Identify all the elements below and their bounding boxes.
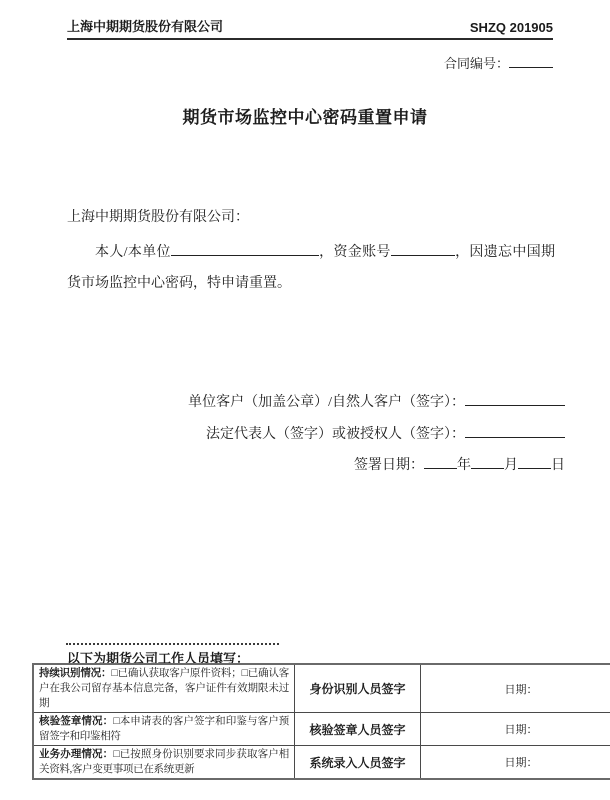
paragraph-part3: ，因遗忘中国期货市场监控中心密码，特申请重置。 (67, 245, 556, 291)
seal-check-label: 核验签章情况： (39, 715, 114, 727)
sign-year-field[interactable] (424, 454, 457, 469)
customer-signature-line (188, 387, 565, 419)
identification-text1: 已确认获取客户原件资料； (117, 668, 242, 679)
processing-signer-cell: 系统录入人员签字 (295, 746, 421, 780)
sign-date-line (188, 450, 565, 482)
year-label: 年 (457, 458, 471, 473)
sign-day-field[interactable] (518, 454, 551, 469)
checkbox-icon[interactable]: □ (241, 668, 248, 679)
document-title: 期货市场监控中心密码重置申请 (182, 108, 428, 127)
customer-signature-label: 单位客户（加盖公章）/自然人客户（签字）： (188, 395, 465, 410)
staff-only-note: 以下为期货公司工作人员填写： (67, 651, 250, 666)
customer-signature-field[interactable] (465, 391, 565, 406)
capital-account-field[interactable] (391, 241, 455, 256)
processing-date-cell[interactable]: 日期： (421, 746, 610, 780)
identification-date-cell[interactable]: 日期： (421, 664, 610, 713)
representative-signature-line (188, 419, 565, 451)
month-label: 月 (504, 458, 518, 473)
table-row-processing (33, 746, 610, 780)
identification-text2: 已确认客户在我公司留存基本信息完备，客户证件有效期限未过期 (39, 668, 289, 709)
identification-signer-cell: 身份识别人员签字 (295, 664, 421, 713)
seal-check-text1: 本申请表的客户签字和印鉴与客户预留签字和印鉴相符 (39, 716, 289, 742)
processing-text1: 已按照身份识别要求同步获取客户相关资料,客户变更事项已在系统更新 (39, 749, 289, 775)
contract-number-line (444, 53, 553, 72)
identification-label: 持续识别情况： (39, 667, 112, 679)
processing-desc-cell (33, 746, 295, 780)
paragraph-part2: ，资金账号 (318, 245, 391, 260)
staff-table (32, 663, 610, 780)
paragraph-part1: 本人/本单位 (95, 245, 171, 260)
application-paragraph (67, 237, 555, 299)
doc-code: SHZQ 201905 (469, 20, 553, 35)
table-row-seal-check (33, 713, 610, 746)
applicant-name-field[interactable] (171, 241, 319, 256)
day-label: 日 (551, 458, 565, 473)
salutation: 上海中期期货股份有限公司： (67, 210, 249, 225)
checkbox-icon[interactable]: □ (113, 716, 120, 727)
representative-signature-label: 法定代表人（签字）或被授权人（签字）： (206, 426, 465, 442)
processing-label: 业务办理情况： (39, 748, 114, 760)
contract-number-label: 合同编号： (443, 56, 509, 71)
sign-month-field[interactable] (471, 454, 504, 469)
checkbox-icon[interactable]: □ (113, 749, 120, 760)
cut-line (66, 643, 279, 645)
contract-number-field[interactable] (509, 53, 553, 68)
company-name: 上海中期期货股份有限公司 (67, 19, 224, 34)
seal-check-date-cell[interactable]: 日期： (421, 713, 610, 746)
identification-desc-cell (33, 664, 295, 713)
document-header (67, 16, 553, 40)
seal-check-desc-cell (33, 713, 295, 746)
table-row-identification (33, 664, 610, 713)
signature-block (188, 387, 565, 482)
representative-signature-field[interactable] (465, 423, 565, 438)
sign-date-label: 签署日期： (354, 458, 424, 473)
checkbox-icon[interactable]: □ (111, 668, 118, 679)
seal-check-signer-cell: 核验签章人员签字 (295, 713, 421, 746)
